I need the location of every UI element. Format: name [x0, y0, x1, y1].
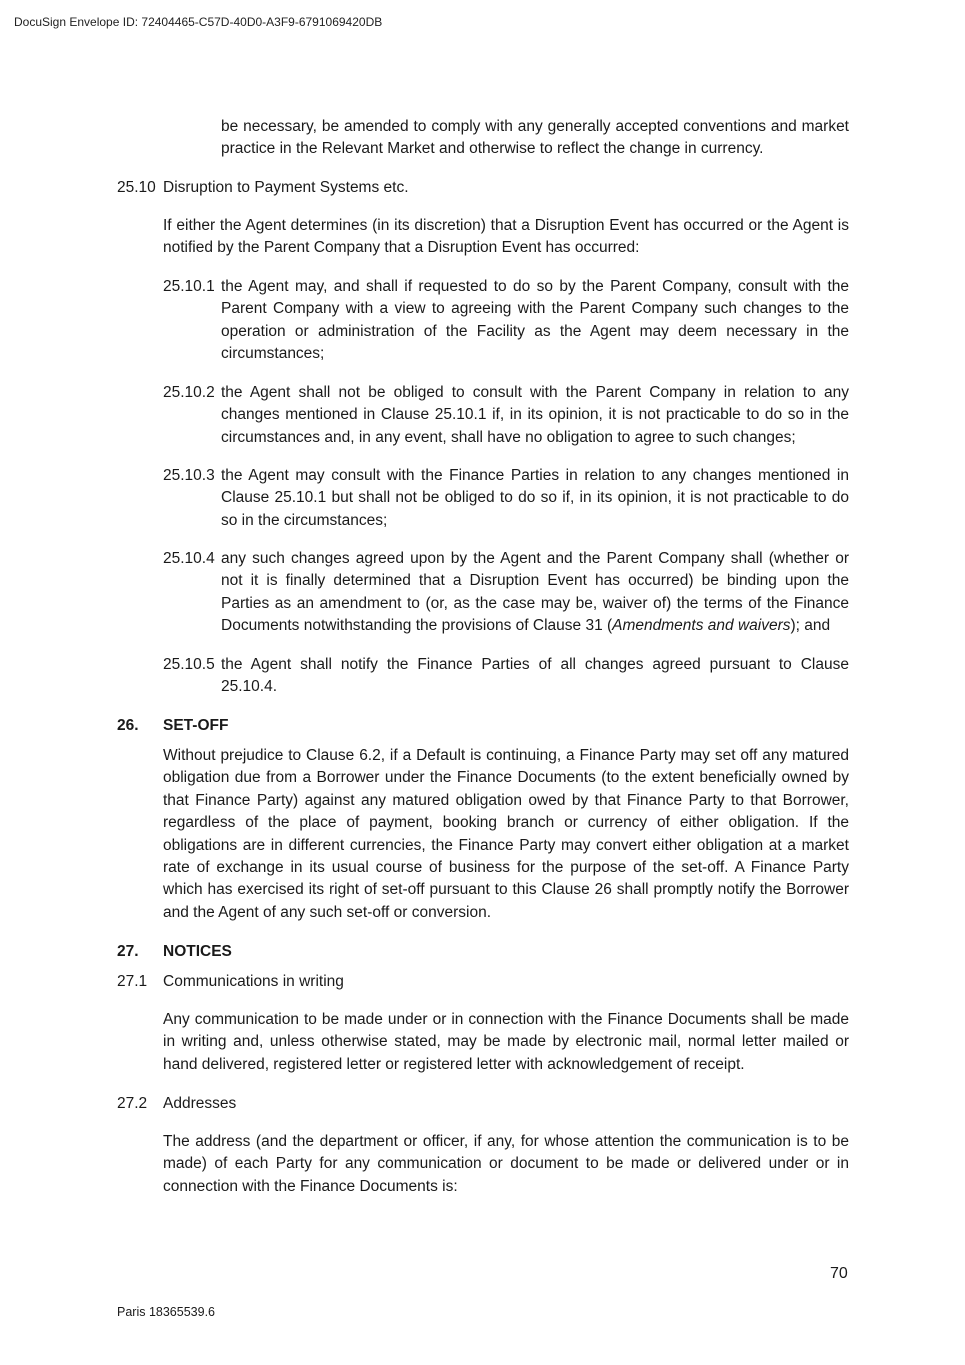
continuation-paragraph: be necessary, be amended to comply with any generally accepted conventions and market practice in the Relevant Market and otherwise to reflect the change in currency.	[221, 118, 849, 158]
clause-25-10-5	[163, 654, 849, 699]
item-text-after: ); and	[790, 617, 831, 635]
clause-title: Disruption to Payment Systems etc.	[163, 179, 409, 196]
page-number: 70	[830, 1265, 848, 1282]
item-number: 25.10.1	[163, 278, 215, 295]
clause-26-text: Without prejudice to Clause 6.2, if a Default is continuing, a Finance Party may set off any matured obligation due from a Borrower under the Finance Documents (to the extent beneficially owned by that Finance Party) against any matured obligation owed by that Finance Party to that Borrower, regardless of the place of payment, booking branch or currency of either obligation. If the obligations are in different currencies, the Finance Party may convert either obligation at a market rate of exchange in its usual course of business for the purpose of the set-off. A Finance Party which has exercised its right of set-off pursuant to this Clause 26 shall promptly notify the Borrower and the Agent of any such set-off or conversion.	[163, 747, 849, 921]
clause-number: 27.	[117, 943, 139, 960]
item-number: 25.10.5	[163, 656, 215, 673]
clause-25-10-intro: If either the Agent determines (in its discretion) that a Disruption Event has occurred or the Agent is notified by the Parent Company that a Disruption Event has occurred:	[163, 217, 849, 257]
clause-27-2-text: The address (and the department or officer, if any, for whose attention the communication is to be made) of each Party for any communication or document to be made or delivered under or in connection with the Finance Documents is:	[163, 1133, 849, 1195]
item-text	[163, 548, 849, 638]
clause-title: Addresses	[163, 1095, 237, 1112]
clause-title: Communications in writing	[163, 973, 344, 990]
clause-25-10-4	[163, 548, 849, 638]
item-text-italic: Amendments and waivers	[612, 617, 791, 635]
item-text: the Agent may, and shall if requested to do so by the Parent Company, consult with the Parent Company with a view to agreeing with the Parent Company such changes to the operation or administration of the Facility as the Agent may deem necessary in the circumstances;	[221, 278, 849, 363]
clause-27-1-text: Any communication to be made under or in connection with the Finance Documents shall be made in writing and, unless otherwise stated, may be made by electronic mail, normal letter mailed or hand delivered, registered letter or registered letter with acknowledgement of receipt.	[163, 1011, 849, 1073]
item-text: the Agent may consult with the Finance Parties in relation to any changes mentioned in Clause 25.10.1 but shall not be obliged to do so if, in its opinion, it is not practicable to do so in the circumstances;	[221, 467, 849, 529]
clause-number: 27.2	[117, 1095, 148, 1112]
item-number: 25.10.2	[163, 384, 215, 401]
clause-number: 27.1	[117, 973, 148, 990]
document-reference: Paris 18365539.6	[117, 1305, 215, 1319]
clause-title: SET-OFF	[163, 717, 229, 734]
clause-title: NOTICES	[163, 943, 232, 960]
clause-25-10-3	[163, 465, 849, 532]
envelope-id: DocuSign Envelope ID: 72404465-C57D-40D0-A3F9-6791069420DB	[14, 15, 383, 29]
clause-number: 26.	[117, 717, 139, 734]
item-number: 25.10.4	[163, 550, 215, 567]
clause-25-10-2	[163, 382, 849, 449]
clause-25-10-1	[163, 276, 849, 366]
item-text: the Agent shall not be obliged to consult with the Parent Company in relation to any changes mentioned in Clause 25.10.1 if, in its opinion, it is not practicable to do so in the circumstances and, in any event, shall have no obligation to agree to such changes;	[221, 384, 849, 446]
item-number: 25.10.3	[163, 467, 215, 484]
item-text-before: any such changes agreed upon by the Agent and the Parent Company shall (whether or not it is finally determined that a Disruption Event has occurred) be binding upon the Parties as an amendment to (or, as the case may be, waiver of) the terms of the Finance Documents notwithstanding the provisions of Clause 31 (	[221, 550, 849, 635]
clause-number: 25.10	[117, 179, 156, 196]
item-text: the Agent shall notify the Finance Parties of all changes agreed pursuant to Clause 25.10.4.	[221, 656, 849, 696]
